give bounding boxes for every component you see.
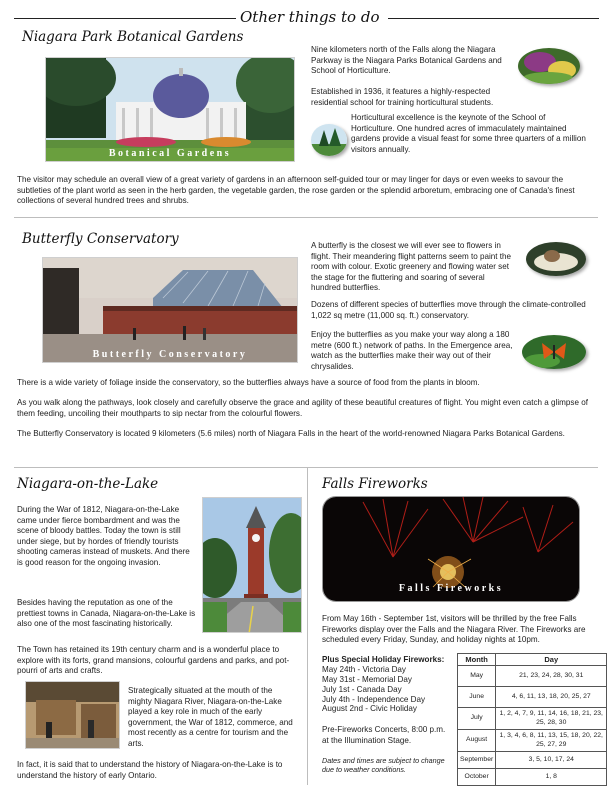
table-header-row [458,654,607,666]
notl-para-4: Strategically situated at the mouth of the mighty Niagara River, Niagara-on-the-Lake played a key role in much of the early government, the War of 1812, commerce, and most recently as a centre for tourism and the arts. [128,686,293,748]
notl-para-1: During the War of 1812, Niagara-on-the-Lake came under fierce bombardment and was the scene of bloody battles. Today the town is still under siege, but by hordes of friendly tourists shooting cameras instead of muskets. And there is good reason for the ongoing invasion. [17,505,190,567]
butterfly-on-flower-photo [526,242,586,276]
butterfly-para-4: There is a wide variety of foliage inside the conservatory, so the butterflies always have a source of food from the plants in bloom. [17,378,480,387]
garden-flowers-photo [518,48,580,84]
fireworks-schedule-table [457,653,607,786]
falls-fireworks-photo [322,496,580,602]
holiday-item: August 2nd - Civic Holiday [322,704,417,714]
fireworks-photo-caption: Falls Fireworks [398,583,504,594]
month-cell: September [458,752,496,769]
botanical-para-2: Established in 1936, it features a highly-respected residential school for training horticultural students. [311,87,494,107]
divider-1 [14,217,598,218]
clock-tower-photo [202,497,302,633]
month-cell: May [458,666,496,687]
header-rule-left [14,18,236,19]
month-cell: October [458,769,496,786]
table-row [458,687,607,708]
botanical-para-1: Nine kilometers north of the Falls along the Niagara Parkway is the Niagara Parks Botanical Gardens and School of Horticulture. [311,45,502,76]
butterfly-title: Butterfly Conservatory [22,231,179,247]
butterfly-para-3: Enjoy the butterflies as you make your way along a 180 metre (600 ft.) network of paths. In the Emergence area, watch as the butterflies make their way out of their chrysalides. [311,330,513,371]
holiday-list [322,665,452,714]
orange-butterfly-photo [522,335,586,369]
butterfly-photo-caption: Butterfly Conservatory [92,349,248,360]
fireworks-title: Falls Fireworks [322,476,428,492]
botanical-para-4: The visitor may schedule an overall view of a great variety of gardens in an afternoon self-guided tour or may linger for days or even weeks to savour the subtleties of the plant world as seen in the herb garden, the vegetable garden, the rose garden or the splendid arboretum, embracing one of Canada's finest collections of several hundred trees and shrubs. [17,175,575,206]
month-cell: June [458,687,496,708]
table-row [458,708,607,730]
historic-street-photo [25,681,120,749]
fireworks-intro: From May 16th - September 1st, visitors will be thrilled by the free Falls Fireworks display over the Falls and the Niagara River. The Fireworks are scheduled every Friday, Sunday, and holiday nights at 10pm. [322,614,586,645]
butterfly-para-6: The Butterfly Conservatory is located 9 kilometers (5.6 miles) north of Niagara Falls in the heart of the world-renowned Niagara Parks Botanical Gardens. [17,429,565,438]
holiday-item: July 1st - Canada Day [322,684,402,694]
botanical-gardens-photo [45,57,295,162]
days-cell: 1, 2, 4, 7, 9, 11, 14, 16, 18, 21, 23, 25, 28, 30 [496,708,607,730]
days-cell: 4, 6, 11, 13, 18, 20, 25, 27 [496,687,607,708]
notl-para-5: In fact, it is said that to understand the history of Niagara-on-the-Lake is to understand the history of early Ontario. [17,760,283,780]
month-cell: July [458,708,496,730]
botanical-photo-caption: Botanical Gardens [108,148,232,159]
holiday-item: May 24th - Victoria Day [322,665,406,674]
table-row [458,752,607,769]
header-rule-right [388,18,599,19]
page-title: Other things to do [240,8,380,26]
holiday-item: May 31st - Memorial Day [322,674,412,684]
weather-note: Dates and times are subject to change due to weather conditions. [322,756,445,775]
holiday-item: July 4th - Independence Day [322,694,426,704]
butterfly-para-1: A butterfly is the closest we will ever see to flowers in flight. Their meandering flight patterns seem to paint the room with colour. Exotic greenery and flowing water set the stage for the fluttering and soaring of several hundred butterflies. [311,241,512,293]
days-cell: 21, 23, 24, 28, 30, 31 [496,666,607,687]
column-divider [307,467,308,785]
butterfly-conservatory-photo [42,257,298,363]
table-row [458,666,607,687]
notl-para-2: Besides having the reputation as one of the prettiest towns in Canada, Niagara-on-the-Lake is also one of the most fascinating historically. [17,598,196,629]
days-cell: 3, 5, 10, 17, 24 [496,752,607,769]
days-cell: 1, 8 [496,769,607,786]
notl-title: Niagara-on-the-Lake [17,476,159,492]
days-cell: 1, 3, 4, 6, 8, 11, 13, 15, 18, 20, 22, 25, 27, 29 [496,730,607,752]
month-cell: August [458,730,496,752]
holiday-heading: Plus Special Holiday Fireworks: [322,655,445,664]
month-header: Month [458,654,496,666]
notl-para-3: The Town has retained its 19th century charm and is a wonderful place to explore with its forts, grand mansions, colourful gardens and parks, and pot-pourri of arts and crafts. [17,645,290,676]
school-grounds-photo [311,124,347,156]
butterfly-para-2: Dozens of different species of butterflies move through the climate-controlled 1,022 sq metre (11,000 sq. ft.) conservatory. [311,300,586,320]
botanical-title: Niagara Park Botanical Gardens [22,29,244,45]
concerts-note: Pre-Fireworks Concerts, 8:00 p.m. at the Illumination Stage. [322,725,446,745]
table-row [458,730,607,752]
botanical-para-3: Horticultural excellence is the keynote of the School of Horticulture. One hundred acres of immaculately maintained gardens provide a visual feast for some three quarters of a million visitors annually. [351,113,586,154]
table-row [458,769,607,786]
divider-2 [14,467,598,468]
butterfly-para-5: As you walk along the pathways, look closely and carefully observe the grace and agility of these beautiful creatures of flight. You might even catch a glimpse of them feeding, uncoiling their mouthparts to sip nectar from the colourful flowers. [17,398,588,418]
day-header: Day [496,654,607,666]
